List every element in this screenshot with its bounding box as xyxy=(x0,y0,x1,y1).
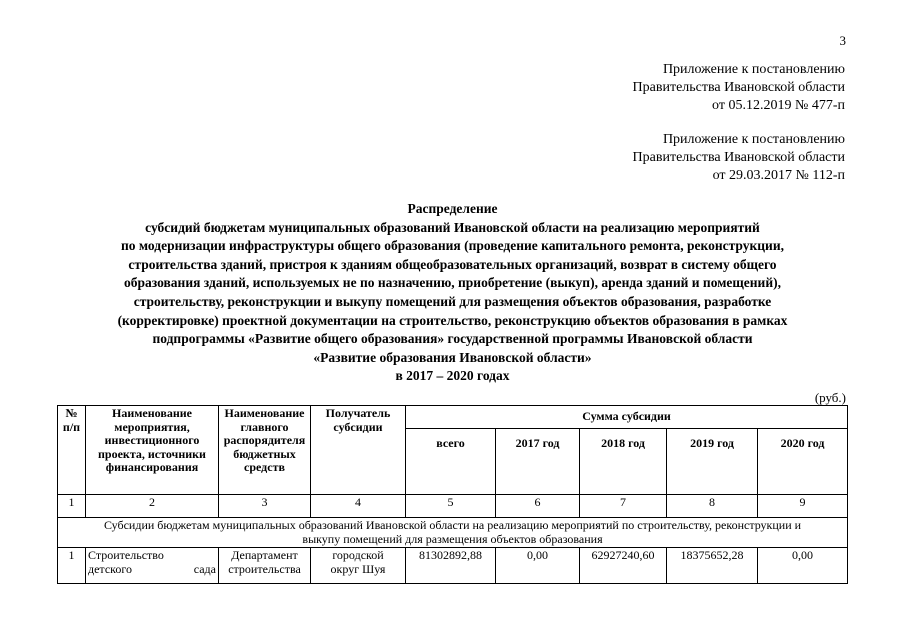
column-number: 3 xyxy=(219,495,311,518)
header-sum: Сумма субсидии xyxy=(406,406,848,429)
cell-2019: 18375652,28 xyxy=(667,548,758,584)
document-title xyxy=(50,200,855,386)
cell-recipient: городской округ Шуя xyxy=(311,548,406,584)
appendix-line: Приложение к постановлению xyxy=(662,62,845,77)
cell-total: 81302892,88 xyxy=(406,548,496,584)
title-line: субсидий бюджетам муниципальных образований Ивановской области на реализацию мероприятий xyxy=(145,219,760,235)
cell-manager: Департамент строительства xyxy=(219,548,311,584)
header-total: всего xyxy=(406,429,496,495)
page-number: 3 xyxy=(839,33,846,48)
cell-2017: 0,00 xyxy=(496,548,580,584)
appendix-current xyxy=(633,61,845,115)
appendix-line: от 05.12.2019 № 477-п xyxy=(712,98,845,113)
column-number: 8 xyxy=(667,495,758,518)
column-number: 5 xyxy=(406,495,496,518)
column-number: 1 xyxy=(58,495,86,518)
cell-event: Строительство детского сада xyxy=(86,548,219,584)
column-number: 9 xyxy=(758,495,848,518)
header-no: № п/п xyxy=(58,406,86,495)
title-line: строительства зданий, пристроя к зданиям общеобразовательных организаций, возврат в систему общего xyxy=(128,256,777,272)
table-row xyxy=(58,548,848,584)
header-manager: Наименование главного распорядителя бюджетных средств xyxy=(219,406,311,495)
title-line: по модернизации инфраструктуры общего образования (проведение капитального ремонта, реконструкции, xyxy=(121,238,784,254)
title-line: строительству, реконструкции и выкупу помещений для размещения объектов образования, разработке xyxy=(133,293,772,309)
cell-no: 1 xyxy=(58,548,86,584)
header-recipient: Получатель субсидии xyxy=(311,406,406,495)
header-event: Наименование мероприятия, инвестиционного проекта, источники финансирования xyxy=(86,406,219,495)
title-line: «Развитие образования Ивановской области» xyxy=(313,349,592,365)
appendix-line: Приложение к постановлению xyxy=(662,132,845,147)
cell-2020: 0,00 xyxy=(758,548,848,584)
subsidy-table xyxy=(57,405,848,584)
column-number: 7 xyxy=(580,495,667,518)
appendix-line: от 29.03.2017 № 112-п xyxy=(712,168,845,183)
header-row xyxy=(58,406,848,429)
appendix-original xyxy=(633,131,845,185)
column-number: 2 xyxy=(86,495,219,518)
section-row xyxy=(58,518,848,548)
title-line: в 2017 – 2020 годах xyxy=(395,368,510,384)
header-2019: 2019 год xyxy=(667,429,758,495)
title-line: (корректировке) проектной документации на строительство, реконструкцию объектов образования в рамках xyxy=(117,312,788,328)
currency-unit: (руб.) xyxy=(814,390,846,405)
column-number: 6 xyxy=(496,495,580,518)
cell-2018: 62927240,60 xyxy=(580,548,667,584)
header-2017: 2017 год xyxy=(496,429,580,495)
column-number-row xyxy=(58,495,848,518)
title-line: образования зданий, используемых не по назначению, приобретение (выкуп), аренда зданий и помещений), xyxy=(124,275,781,291)
header-2020: 2020 год xyxy=(758,429,848,495)
header-2018: 2018 год xyxy=(580,429,667,495)
appendix-line: Правительства Ивановской области xyxy=(632,80,845,95)
appendix-line: Правительства Ивановской области xyxy=(632,150,845,165)
title-line: Распределение xyxy=(407,201,498,216)
column-number: 4 xyxy=(311,495,406,518)
section-title: Субсидии бюджетам муниципальных образований Ивановской области на реализацию мероприятий по строительству, реконструкции и выкупу помещений для размещения объектов образования xyxy=(58,518,848,548)
title-line: подпрограммы «Развитие общего образования» государственной программы Ивановской области xyxy=(152,331,753,347)
